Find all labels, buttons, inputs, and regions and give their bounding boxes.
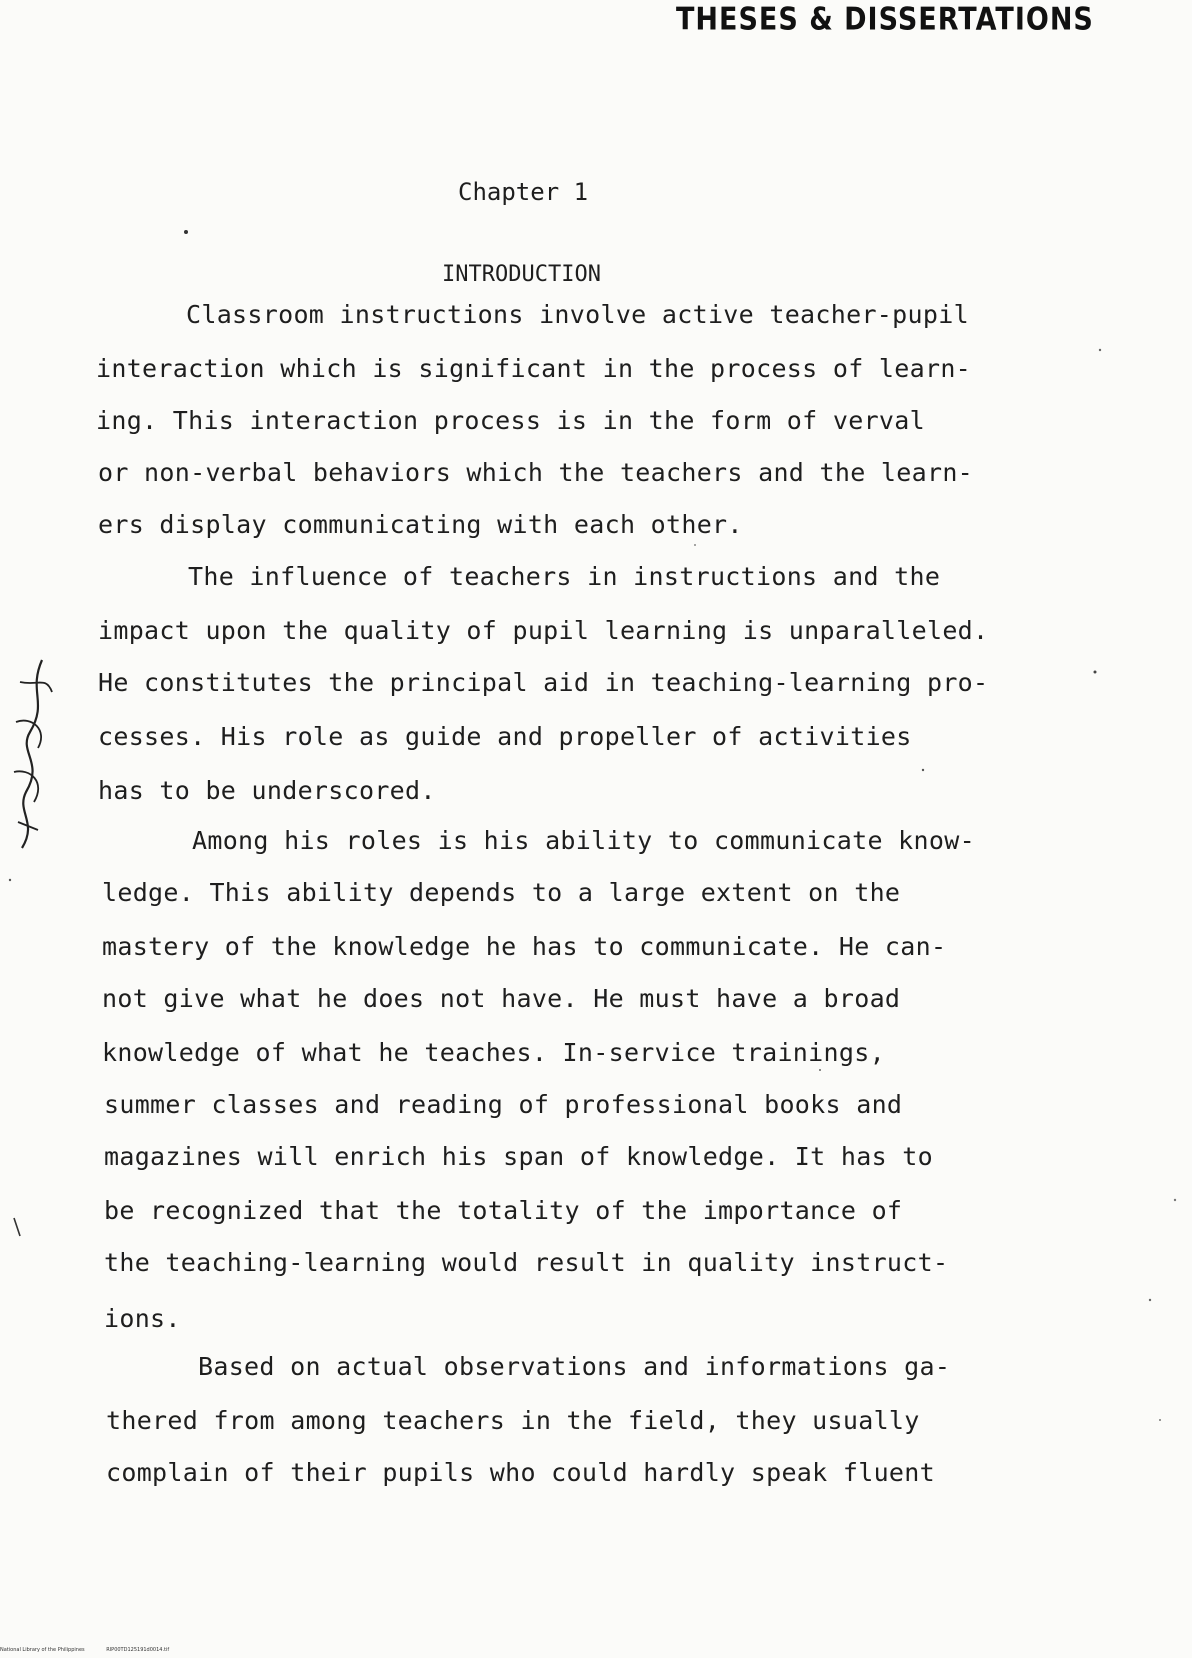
body-line: or non-verbal behaviors which the teachers and the learn-	[98, 458, 974, 487]
body-line: complain of their pupils who could hardly speak fluent	[106, 1458, 935, 1487]
body-line: Classroom instructions involve active teacher-pupil	[186, 300, 969, 329]
body-line: the teaching-learning would result in quality instruct-	[104, 1248, 949, 1277]
footer-file-id: RIP00TD125191d0014.tif	[106, 1647, 170, 1653]
body-line: has to be underscored.	[98, 776, 436, 805]
body-line: knowledge of what he teaches. In-service trainings,	[102, 1038, 885, 1067]
body-line: thered from among teachers in the field, they usually	[106, 1406, 920, 1435]
body-line: Based on actual observations and informations ga-	[198, 1352, 951, 1381]
body-line: interaction which is significant in the process of learn-	[96, 354, 972, 383]
body-line: The influence of teachers in instructions and the	[188, 562, 941, 591]
body-line: not give what he does not have. He must have a broad	[102, 984, 901, 1013]
body-line: impact upon the quality of pupil learning is unparalleled.	[98, 616, 989, 645]
chapter-title: Chapter 1	[458, 178, 589, 206]
section-heading: INTRODUCTION	[442, 262, 601, 287]
footer-library: National Library of the Philippines	[0, 1647, 85, 1653]
body-line: ions.	[104, 1304, 181, 1333]
body-line: cesses. His role as guide and propeller of activities	[98, 722, 912, 751]
body-line: summer classes and reading of professional books and	[104, 1090, 903, 1119]
body-line: ledge. This ability depends to a large extent on the	[102, 878, 901, 907]
body-line: ers display communicating with each other.	[98, 510, 743, 539]
page-footer	[0, 1647, 189, 1653]
theses-dissertations-stamp: THESES & DISSERTATIONS	[676, 1, 1094, 38]
body-line: be recognized that the totality of the importance of	[104, 1196, 903, 1225]
body-line: Among his roles is his ability to communicate know-	[192, 826, 975, 855]
body-line: mastery of the knowledge he has to communicate. He can-	[102, 932, 947, 961]
body-line: magazines will enrich his span of knowledge. It has to	[104, 1142, 933, 1171]
body-line: He constitutes the principal aid in teaching-learning pro-	[98, 668, 989, 697]
body-line: ing. This interaction process is in the form of verval	[96, 406, 925, 435]
handwritten-signature-icon	[8, 652, 58, 852]
